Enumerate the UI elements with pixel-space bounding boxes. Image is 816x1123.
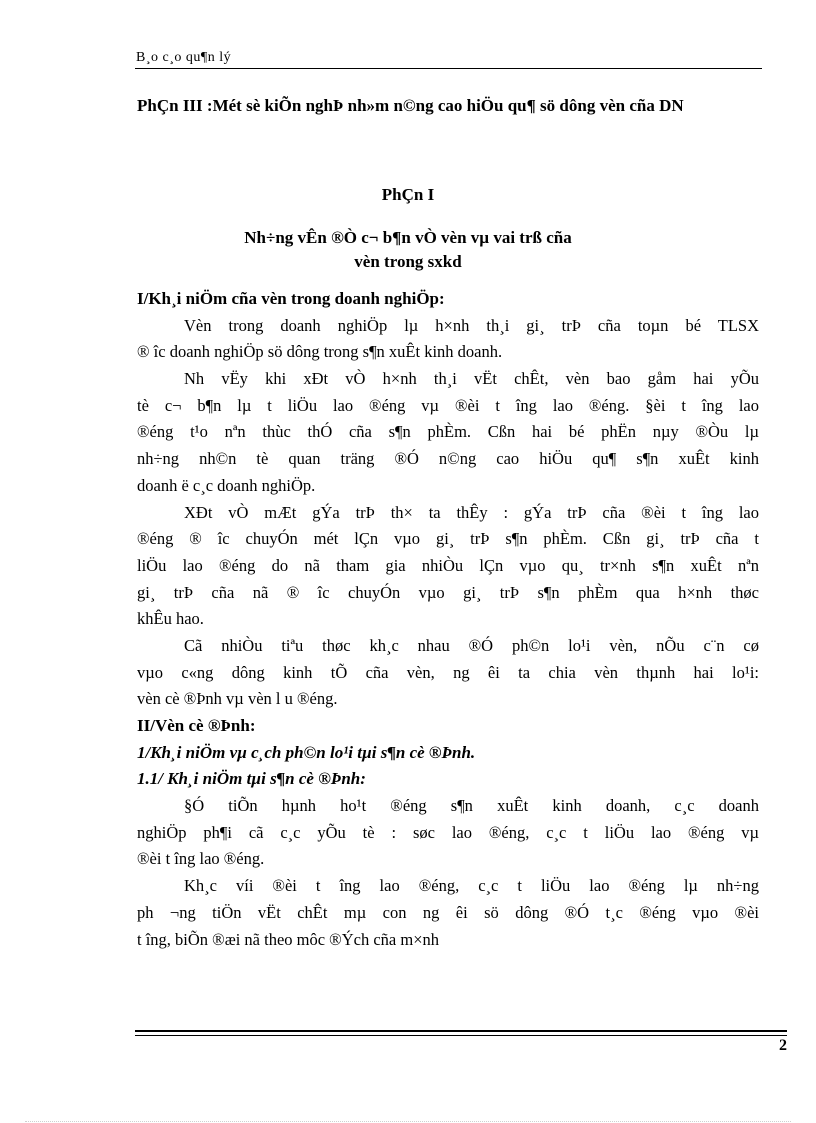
body-line: XÐt vÒ mÆt gÝa trÞ th× ta thÊy : gÝa trÞ cña ®èi t îng lao	[184, 502, 759, 522]
body-line: Nh vËy khi xÐt vÒ h×nh th¸i vËt chÊt, vèn bao gåm hai yÕu	[184, 369, 759, 389]
chapter-title	[0, 226, 816, 274]
body-line: Vèn trong doanh nghiÖp lµ h×nh th¸i gi¸ trÞ cña toµn bé TLSX	[184, 315, 759, 335]
chapter-title-line-1: Nh÷ng vÊn ®Ò c¬ b¶n vÒ vèn vµ vai trß cña	[244, 228, 572, 247]
body-line: ® îc doanh nghiÖp sö dông trong s¶n xuÊt kinh doanh.	[137, 342, 503, 362]
page-bottom-dotted-border	[25, 1121, 791, 1122]
body-line: nghiÖp ph¶i cã c¸c yÕu tè : søc lao ®éng, c¸c t liÖu lao ®éng vµ	[137, 822, 759, 842]
body-line: ®éng ® îc chuyÓn mét lÇn vµo gi¸ trÞ s¶n phÈm. Cßn gi¸ trÞ cña t	[137, 529, 759, 549]
body-line: vèn cè ®Þnh vµ vèn l u ®éng.	[137, 689, 338, 709]
subsection-heading: 1/Kh¸i niÖm vµ c¸ch ph©n lo¹i tµi s¶n cè ®Þnh.	[137, 742, 476, 762]
body-line: gi¸ trÞ cña nã ® îc chuyÓn vµo gi¸ trÞ s¶n phÈm qua h×nh thøc	[137, 582, 759, 602]
body-line: tè c¬ b¶n lµ t liÖu lao ®éng vµ ®èi t îng lao ®éng. §èi t îng lao	[137, 395, 759, 415]
body-text	[137, 286, 759, 953]
body-line: t îng, biÕn ®æi nã theo môc ®Ých cña m×nh	[137, 929, 439, 949]
body-line: ph ¬ng tiÖn vËt chÊt mµ con ng êi sö dông ®Ó t¸c ®éng vµo ®èi	[137, 902, 759, 922]
body-line: §Ó tiÕn hµnh ho¹t ®éng s¶n xuÊt kinh doanh, c¸c doanh	[184, 796, 759, 816]
section-heading: II/Vèn cè ®Þnh:	[137, 716, 256, 735]
subsection-heading: 1.1/ Kh¸i niÖm tµi s¶n cè ®Þnh:	[137, 769, 366, 789]
part-number: PhÇn I	[381, 185, 435, 204]
body-line: liÖu lao ®éng do nã tham gia nhiÒu lÇn vµo qu¸ tr×nh s¶n xuÊt nªn	[137, 555, 759, 575]
header-rule	[135, 68, 762, 69]
body-line: ®éng t¹o nªn thùc thÓ cña s¶n phÈm. Cßn hai bé phËn nµy ®Òu lµ	[137, 422, 759, 442]
body-line: khÊu hao.	[137, 609, 204, 629]
chapter-title-line-2: vèn trong sxkd	[354, 252, 462, 271]
footer-rule-thick	[135, 1030, 787, 1032]
body-line: Kh¸c víi ®èi t îng lao ®éng, c¸c t liÖu lao ®éng lµ nh÷ng	[184, 876, 759, 896]
body-line: ®èi t îng lao ®éng.	[137, 849, 265, 869]
section-heading: I/Kh¸i niÖm cña vèn trong doanh nghiÖp:	[137, 289, 445, 308]
body-line: vµo c«ng dông kinh tÕ cña vèn, ng êi ta chia vèn thµnh hai lo¹i:	[137, 662, 759, 682]
body-line: doanh ë c¸c doanh nghiÖp.	[137, 475, 316, 495]
body-line: Cã nhiÒu tiªu thøc kh¸c nhau ®Ó ph©n lo¹i vèn, nÕu c¨n cø	[184, 635, 759, 655]
footer-rule-thin	[135, 1035, 787, 1036]
running-header: B¸o c¸o qu¶n lý	[136, 50, 232, 65]
body-line: nh÷ng nh©n tè quan träng ®Ó n©ng cao hiÖu qu¶ s¶n xuÊt kinh	[137, 449, 759, 469]
page-number: 2	[779, 1037, 787, 1054]
part-title: PhÇn III :Mét sè kiÕn nghÞ nh»m n©ng cao hiÖu qu¶ sö dông vèn cña DN	[137, 96, 684, 115]
